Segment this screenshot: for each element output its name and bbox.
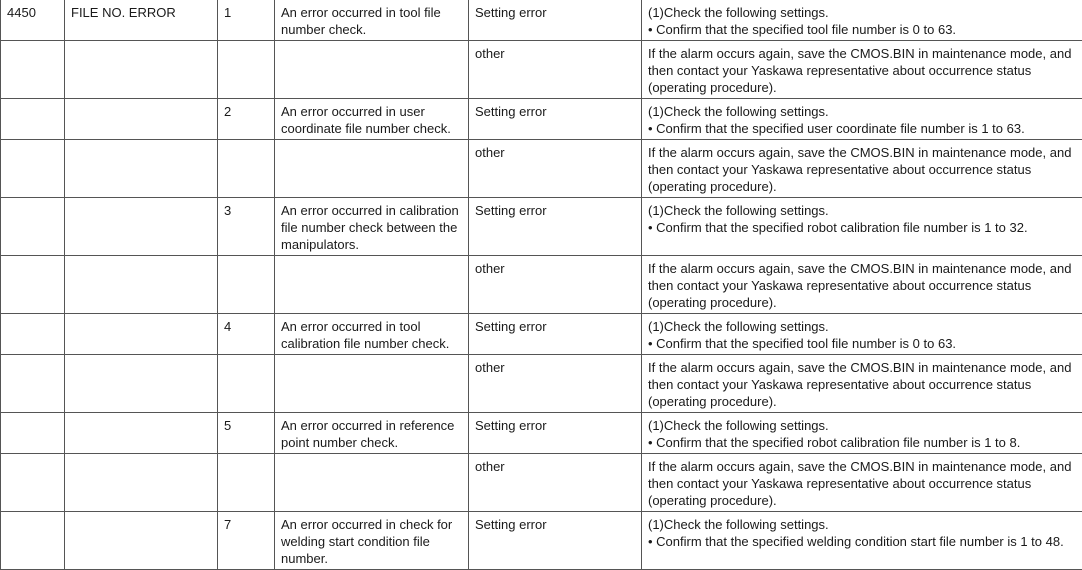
sub-code-cell [218, 140, 275, 198]
meaning-cell [275, 140, 469, 198]
cause-cell [469, 413, 642, 454]
cause-cell [469, 314, 642, 355]
cause-cell [469, 0, 642, 41]
remedy-cell [642, 454, 1082, 512]
meaning-cell [275, 512, 469, 570]
remedy-cell [642, 41, 1082, 99]
table-row [1, 413, 1082, 454]
remedy-bullet: • Confirm that the specified tool file number is 0 to 63. [648, 335, 1078, 352]
remedy-bullet: • Confirm that the specified tool file number is 0 to 63. [648, 21, 1078, 38]
alarm-code-cell [1, 314, 65, 355]
meaning-cell [275, 198, 469, 256]
meaning-text: An error occurred in reference point number check. [281, 418, 454, 450]
remedy-head: If the alarm occurs again, save the CMOS.BIN in maintenance mode, and then contact your Yaskawa representative about occurrence status (operating procedure). [648, 45, 1078, 96]
remedy-head: If the alarm occurs again, save the CMOS.BIN in maintenance mode, and then contact your Yaskawa representative about occurrence status (operating procedure). [648, 359, 1078, 410]
remedy-cell [642, 99, 1082, 140]
table-row [1, 314, 1082, 355]
cause-cell [469, 198, 642, 256]
table-row [1, 0, 1082, 41]
cause-text: Setting error [475, 319, 547, 334]
alarm-name-cell [65, 512, 218, 570]
sub-code-cell [218, 454, 275, 512]
remedy-head: (1)Check the following settings. [648, 417, 1078, 434]
cause-text: Setting error [475, 517, 547, 532]
remedy-head: If the alarm occurs again, save the CMOS.BIN in maintenance mode, and then contact your Yaskawa representative about occurrence status (operating procedure). [648, 260, 1078, 311]
alarm-table-body [1, 0, 1082, 570]
alarm-name-cell [65, 198, 218, 256]
remedy-head: If the alarm occurs again, save the CMOS.BIN in maintenance mode, and then contact your Yaskawa representative about occurrence status (operating procedure). [648, 458, 1078, 509]
alarm-name-cell [65, 355, 218, 413]
sub-code-cell [218, 512, 275, 570]
alarm-name-cell [65, 140, 218, 198]
alarm-name-cell [65, 413, 218, 454]
alarm-code-cell [1, 198, 65, 256]
sub-code-cell [218, 256, 275, 314]
sub-code: 2 [224, 104, 231, 119]
sub-code-cell [218, 99, 275, 140]
remedy-head: (1)Check the following settings. [648, 103, 1078, 120]
meaning-text: An error occurred in calibration file number check between the manipulators. [281, 203, 459, 252]
alarm-code-cell [1, 355, 65, 413]
remedy-cell [642, 198, 1082, 256]
table-row [1, 512, 1082, 570]
sub-code: 3 [224, 203, 231, 218]
cause-cell [469, 99, 642, 140]
sub-code: 7 [224, 517, 231, 532]
meaning-cell [275, 454, 469, 512]
alarm-name-cell [65, 99, 218, 140]
cause-cell [469, 355, 642, 413]
remedy-bullet: • Confirm that the specified robot calibration file number is 1 to 8. [648, 434, 1078, 451]
sub-code: 4 [224, 319, 231, 334]
alarm-name-cell [65, 41, 218, 99]
cause-text: other [475, 459, 505, 474]
table-row [1, 454, 1082, 512]
remedy-cell [642, 413, 1082, 454]
cause-text: Setting error [475, 203, 547, 218]
alarm-name-cell [65, 0, 218, 41]
remedy-cell [642, 314, 1082, 355]
cause-text: other [475, 46, 505, 61]
alarm-code-cell [1, 454, 65, 512]
sub-code-cell [218, 355, 275, 413]
sub-code: 5 [224, 418, 231, 433]
remedy-head: (1)Check the following settings. [648, 516, 1078, 533]
alarm-code: 4450 [7, 5, 36, 20]
meaning-cell [275, 99, 469, 140]
table-row [1, 355, 1082, 413]
alarm-name-cell [65, 256, 218, 314]
meaning-cell [275, 413, 469, 454]
remedy-bullet: • Confirm that the specified welding condition start file number is 1 to 48. [648, 533, 1078, 550]
remedy-cell [642, 256, 1082, 314]
meaning-cell [275, 41, 469, 99]
table-row [1, 256, 1082, 314]
meaning-cell [275, 355, 469, 413]
remedy-head: If the alarm occurs again, save the CMOS.BIN in maintenance mode, and then contact your Yaskawa representative about occurrence status (operating procedure). [648, 144, 1078, 195]
alarm-code-cell [1, 140, 65, 198]
alarm-name-cell [65, 454, 218, 512]
cause-cell [469, 41, 642, 99]
meaning-cell [275, 314, 469, 355]
cause-text: Setting error [475, 418, 547, 433]
remedy-head: (1)Check the following settings. [648, 318, 1078, 335]
remedy-cell [642, 0, 1082, 41]
sub-code-cell [218, 198, 275, 256]
meaning-text: An error occurred in tool file number check. [281, 5, 441, 37]
meaning-cell [275, 256, 469, 314]
meaning-text: An error occurred in user coordinate file number check. [281, 104, 451, 136]
meaning-text: An error occurred in tool calibration file number check. [281, 319, 449, 351]
sub-code-cell [218, 41, 275, 99]
sub-code-cell [218, 413, 275, 454]
alarm-code-cell [1, 256, 65, 314]
remedy-cell [642, 512, 1082, 570]
alarm-code-cell [1, 0, 65, 41]
alarm-name-cell [65, 314, 218, 355]
meaning-cell [275, 0, 469, 41]
alarm-code-cell [1, 41, 65, 99]
sub-code-cell [218, 314, 275, 355]
remedy-head: (1)Check the following settings. [648, 202, 1078, 219]
cause-text: other [475, 261, 505, 276]
cause-cell [469, 256, 642, 314]
alarm-code-cell [1, 99, 65, 140]
remedy-bullet: • Confirm that the specified user coordinate file number is 1 to 63. [648, 120, 1078, 137]
remedy-cell [642, 140, 1082, 198]
cause-text: Setting error [475, 104, 547, 119]
cause-cell [469, 512, 642, 570]
alarm-name: FILE NO. ERROR [71, 5, 176, 20]
table-row [1, 198, 1082, 256]
cause-text: other [475, 145, 505, 160]
alarm-code-cell [1, 512, 65, 570]
cause-cell [469, 140, 642, 198]
remedy-bullet: • Confirm that the specified robot calibration file number is 1 to 32. [648, 219, 1078, 236]
remedy-head: (1)Check the following settings. [648, 4, 1078, 21]
cause-text: other [475, 360, 505, 375]
alarm-code-cell [1, 413, 65, 454]
table-row [1, 140, 1082, 198]
table-row [1, 41, 1082, 99]
table-row [1, 99, 1082, 140]
sub-code-cell [218, 0, 275, 41]
cause-cell [469, 454, 642, 512]
meaning-text: An error occurred in check for welding start condition file number. [281, 517, 452, 566]
remedy-cell [642, 355, 1082, 413]
sub-code: 1 [224, 5, 231, 20]
cause-text: Setting error [475, 5, 547, 20]
